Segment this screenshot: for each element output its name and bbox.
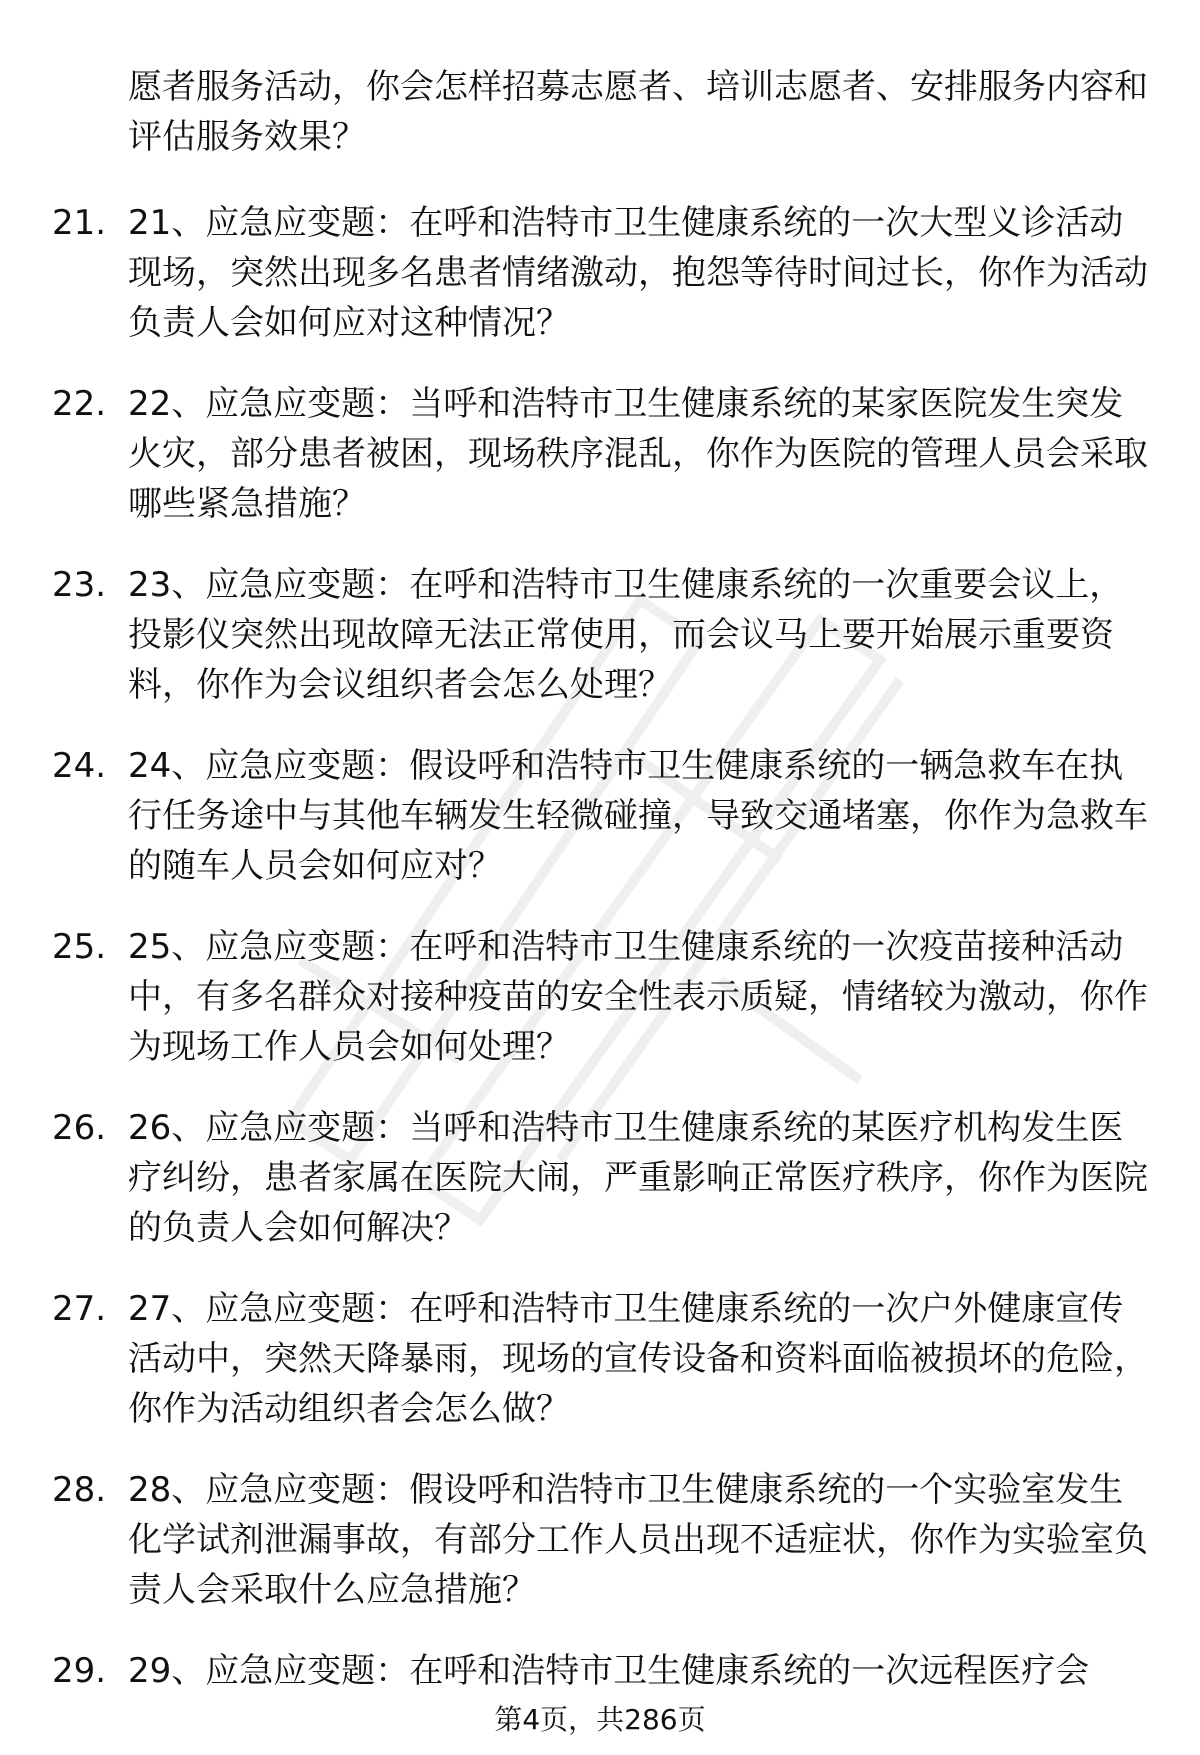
question-text: 26、应急应变题：当呼和浩特市卫生健康系统的某医疗机构发生医疗纠纷，患者家属在医院大闹，严重影响正常医疗秩序，你作为医院的负责人会如何解决？	[128, 1108, 1148, 1248]
list-item	[0, 1103, 1200, 1253]
question-number: 22.	[52, 384, 107, 424]
question-text: 29、应急应变题：在呼和浩特市卫生健康系统的一次远程医疗会	[128, 1651, 1090, 1691]
question-text: 22、应急应变题：当呼和浩特市卫生健康系统的某家医院发生突发火灾，部分患者被困，现场秩序混乱，你作为医院的管理人员会采取哪些紧急措施？	[128, 384, 1148, 524]
list-item	[0, 1465, 1200, 1615]
question-number: 25.	[52, 927, 107, 967]
question-number: 27.	[52, 1289, 107, 1329]
question-text: 21、应急应变题：在呼和浩特市卫生健康系统的一次大型义诊活动现场，突然出现多名患者情绪激动，抱怨等待时间过长，你作为活动负责人会如何应对这种情况？	[128, 203, 1148, 343]
question-text: 24、应急应变题：假设呼和浩特市卫生健康系统的一辆急救车在执行任务途中与其他车辆发生轻微碰撞，导致交通堵塞，你作为急救车的随车人员会如何应对？	[128, 746, 1148, 886]
question-text: 28、应急应变题：假设呼和浩特市卫生健康系统的一个实验室发生化学试剂泄漏事故，有部分工作人员出现不适症状，你作为实验室负责人会采取什么应急措施？	[128, 1470, 1148, 1610]
question-number: 26.	[52, 1108, 107, 1148]
question-text: 23、应急应变题：在呼和浩特市卫生健康系统的一次重要会议上，投影仪突然出现故障无法正常使用，而会议马上要开始展示重要资料，你作为会议组织者会怎么处理？	[128, 565, 1124, 705]
list-item	[0, 379, 1200, 529]
question-number: 29.	[52, 1651, 107, 1691]
question-number: 28.	[52, 1470, 107, 1510]
list-item	[0, 1284, 1200, 1434]
question-number: 24.	[52, 746, 107, 786]
list-item	[0, 198, 1200, 348]
page-footer: 第4页，共286页	[494, 1703, 706, 1736]
list-item	[0, 1646, 1200, 1696]
list-item	[0, 560, 1200, 710]
question-number: 21.	[52, 203, 107, 243]
list-item	[0, 922, 1200, 1072]
question-number: 23.	[52, 565, 107, 605]
continuation-text: 愿者服务活动，你会怎样招募志愿者、培训志愿者、安排服务内容和评估服务效果？	[128, 67, 1148, 157]
question-list	[0, 198, 1200, 1696]
list-item	[0, 741, 1200, 891]
question-text: 27、应急应变题：在呼和浩特市卫生健康系统的一次户外健康宣传活动中，突然天降暴雨，现场的宣传设备和资料面临被损坏的危险，你作为活动组织者会怎么做？	[128, 1289, 1148, 1429]
question-text: 25、应急应变题：在呼和浩特市卫生健康系统的一次疫苗接种活动中，有多名群众对接种疫苗的安全性表示质疑，情绪较为激动，你作为现场工作人员会如何处理？	[128, 927, 1148, 1067]
